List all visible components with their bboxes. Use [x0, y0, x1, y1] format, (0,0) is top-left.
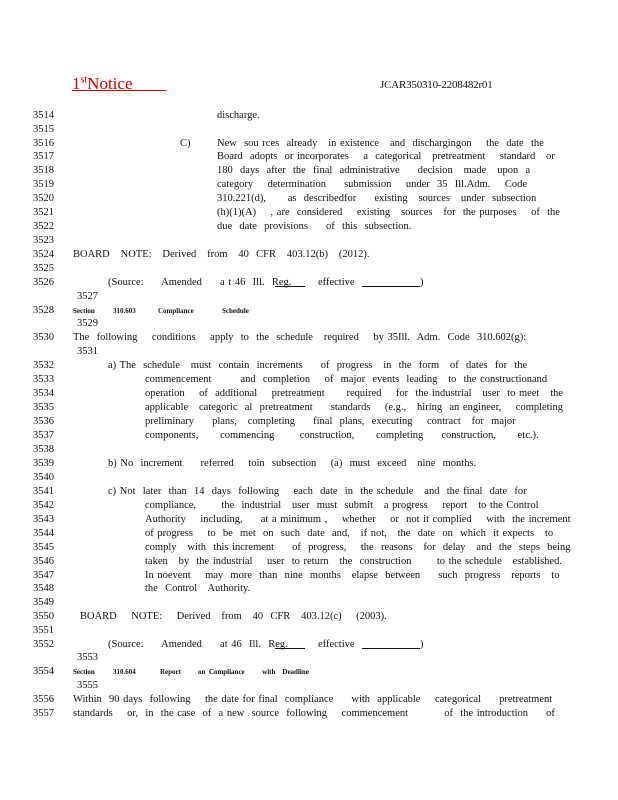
section-title: Report: [160, 668, 181, 676]
source-effective-label: effective: [318, 277, 355, 288]
board-note: BOARD NOTE: Derived from 40 CFR 403.12(b) (2012).: [73, 249, 370, 260]
line-number: 3546: [33, 556, 54, 567]
line-number: 3551: [33, 625, 54, 636]
line-number: 3528: [33, 305, 54, 316]
line-number: 3521: [33, 207, 54, 218]
line-number: 3516: [33, 138, 54, 149]
section-title-extra: Schedule: [222, 307, 249, 315]
text-line: taken by the industrial user to return the construction to the schedule established.: [145, 556, 562, 567]
line-number: 3552: [33, 639, 54, 650]
line-number: 3520: [33, 193, 54, 204]
line-number: 3547: [33, 570, 54, 581]
text-line: the Control Authority.: [145, 583, 251, 594]
line-number: 3549: [33, 597, 54, 608]
text-line: (h)(1)(A) , are considered existing sources for the purposes of the: [217, 207, 560, 218]
line-number: 3522: [33, 221, 54, 232]
text-line: operation of additional pretreatment required for the industrial user to meet the: [145, 388, 564, 399]
line-number: 3524: [33, 249, 54, 260]
notice-heading: [72, 74, 167, 94]
inline-line-number: 3527: [77, 291, 98, 302]
section-number: 310.604: [113, 668, 136, 676]
section-label: Section: [73, 307, 95, 315]
blank-line: [362, 276, 420, 287]
line-number: 3533: [33, 374, 54, 385]
text-line: comply with this increment of progress, the reasons for delay and the steps being: [145, 542, 571, 553]
line-number: 3530: [33, 332, 54, 343]
inline-line-number: 3553: [77, 652, 98, 663]
notice-word: Notice: [87, 74, 133, 93]
inline-line-number: 3555: [77, 680, 98, 691]
line-number: 3534: [33, 388, 54, 399]
line-number: 3542: [33, 500, 54, 511]
notice-suffix: st: [80, 74, 88, 86]
source-close-paren: ): [420, 277, 424, 288]
text-line: In noevent may more than nine months elapse between such progress reports to: [145, 570, 560, 581]
section-title-extra: on Compliance with Deadline: [198, 668, 309, 676]
line-number: 3532: [33, 360, 54, 371]
text-line: commencement and completion of major events leading to the constructionand: [145, 374, 548, 385]
board-note: BOARD NOTE: Derived from 40 CFR 403.12(c) (2003).: [80, 611, 387, 622]
line-number: 3541: [33, 486, 54, 497]
text-line: of progress to be met on such date and, if not, the date on which it expects to: [145, 528, 554, 539]
line-number: 3523: [33, 235, 54, 246]
line-number: 3536: [33, 416, 54, 427]
line-number: 3538: [33, 444, 54, 455]
list-marker: C): [180, 138, 191, 149]
blank-line: [275, 276, 305, 287]
notice-number: 1: [72, 74, 81, 93]
line-number: 3526: [33, 277, 54, 288]
line-number: 3543: [33, 514, 54, 525]
text-line: discharge.: [217, 110, 260, 121]
line-number: 3545: [33, 542, 54, 553]
line-number: 3518: [33, 165, 54, 176]
text-line: Within 90 days following the date for final compliance with applicable categorical pretreatment: [73, 694, 553, 705]
source-close-paren: ): [420, 639, 424, 650]
text-line: due date provisions of this subsection.: [217, 221, 412, 232]
line-number: 3550: [33, 611, 54, 622]
line-number: 3514: [33, 110, 54, 121]
text-line: category determination submission under 35 Ill.Adm. Code: [217, 179, 527, 190]
blank-line: [275, 638, 305, 649]
line-number: 3515: [33, 124, 54, 135]
text-line: standards or, in the case of a new source following commencement of the introduction of: [73, 708, 555, 719]
source-note: (Source: Amended a t 46 Ill. Reg.: [108, 277, 292, 288]
section-number: 310.603: [113, 307, 136, 315]
line-number: 3525: [33, 263, 54, 274]
text-line: components, commencing construction, completing construction, etc.).: [145, 430, 539, 441]
inline-line-number: 3531: [77, 346, 98, 357]
line-number: 3557: [33, 708, 54, 719]
source-effective-label: effective: [318, 639, 355, 650]
text-line: c) Not later than 14 days following each date in the schedule and the final date for: [108, 486, 527, 497]
document-code: JCAR350310-2208482r01: [380, 79, 493, 91]
text-line: The following conditions apply to the schedule required by 35Ill. Adm. Code 310.602(g):: [73, 332, 527, 343]
line-number: 3548: [33, 583, 54, 594]
line-number: 3554: [33, 666, 54, 677]
text-line: applicable categoric al pretreatment standards (e.g., hiring an engineer, completing: [145, 402, 564, 413]
text-line: New sou rces already in existence and dischargingon the date the: [217, 138, 544, 149]
line-number: 3540: [33, 472, 54, 483]
text-line: Board adopts or incorporates a categorical pretreatment standard or: [217, 151, 555, 162]
text-line: Authority including, at a minimum , whether or not it complied with the increment: [145, 514, 571, 525]
line-number: 3519: [33, 179, 54, 190]
text-line: a) The schedule must contain increments of progress in the form of dates for the: [108, 360, 528, 371]
line-number: 3535: [33, 402, 54, 413]
source-note: (Source: Amended at 46 Ill. Reg.: [108, 639, 288, 650]
text-line: preliminary plans, completing final plans, executing contract for major: [145, 416, 516, 427]
line-number: 3544: [33, 528, 54, 539]
text-line: 310.221(d), as describedfor existing sources under subsection: [217, 193, 537, 204]
text-line: 180 days after the final administrative decision made upon a: [217, 165, 531, 176]
section-label: Section: [73, 668, 95, 676]
text-line: b) No increment referred toin subsection (a) must exceed nine months.: [108, 458, 477, 469]
line-number: 3537: [33, 430, 54, 441]
blank-line: [362, 638, 420, 649]
line-number: 3539: [33, 458, 54, 469]
section-title: Compliance: [158, 307, 194, 315]
line-number: 3517: [33, 151, 54, 162]
line-number: 3556: [33, 694, 54, 705]
text-line: compliance, the industrial user must submit a progress report to the Control: [145, 500, 539, 511]
inline-line-number: 3529: [77, 318, 98, 329]
